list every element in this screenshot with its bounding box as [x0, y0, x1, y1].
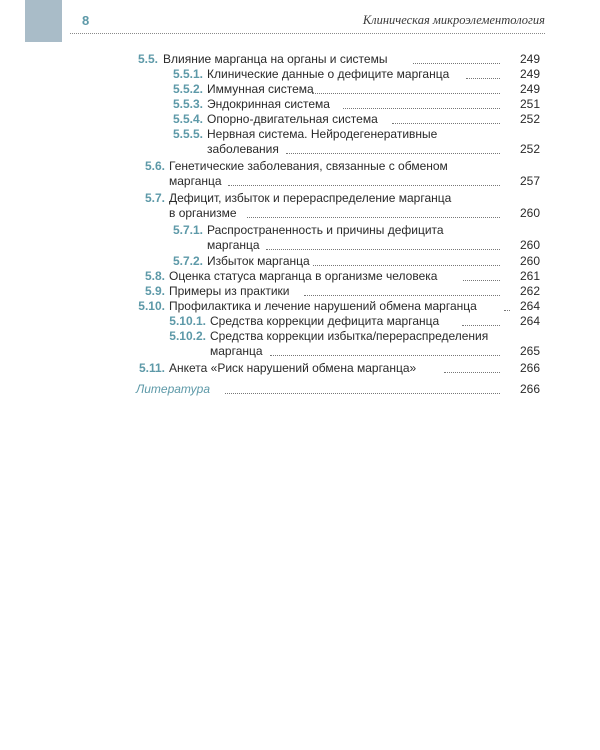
toc-title: Влияние марганца на органы и системы: [163, 52, 388, 66]
toc-entry-5-6[interactable]: [0, 159, 540, 189]
toc-number: 5.9.: [144, 284, 165, 298]
toc-number: 5.7.1.: [172, 223, 203, 237]
toc-leader: [466, 78, 500, 79]
toc-page: 264: [519, 314, 540, 328]
toc-title-continuation: марганца: [169, 174, 222, 188]
toc-leader: [225, 393, 500, 394]
toc-entry-5-10-2[interactable]: [0, 329, 540, 359]
toc-title: Средства коррекции дефицита марганца: [210, 314, 440, 328]
toc-title: Иммунная система: [207, 82, 314, 96]
toc-leader: [343, 108, 500, 109]
toc-entry-5-5[interactable]: [0, 52, 540, 67]
toc-page: 249: [519, 67, 540, 81]
toc-entry-5-7[interactable]: [0, 191, 540, 221]
header-divider: [70, 33, 545, 34]
toc-title: Генетические заболевания, связанные с обменом: [169, 159, 448, 173]
toc-title: Эндокринная система: [207, 97, 330, 111]
toc-page: 261: [519, 269, 540, 283]
toc-leader: [270, 355, 500, 356]
toc-entry-5-8[interactable]: [0, 269, 540, 284]
toc-leader: [247, 217, 500, 218]
toc-page: 252: [519, 112, 540, 126]
toc-number: 5.10.2.: [169, 329, 206, 343]
toc-entry-5-5-5[interactable]: [0, 127, 540, 157]
toc-number: 5.7.2.: [172, 254, 203, 268]
toc-page: 265: [519, 344, 540, 358]
toc-title-continuation: в организме: [169, 206, 237, 220]
toc-entry-5-5-1[interactable]: [0, 67, 540, 82]
toc-number: 5.5.2.: [172, 82, 203, 96]
toc-entry-5-5-4[interactable]: [0, 112, 540, 127]
toc-entry-5-11[interactable]: [0, 361, 540, 376]
toc-leader: [392, 123, 500, 124]
toc-leader: [444, 372, 500, 373]
toc-number: 5.6.: [144, 159, 165, 173]
toc-number: 5.11.: [138, 361, 165, 375]
toc-title: Опорно-двигательная система: [207, 112, 378, 126]
toc-leader: [304, 295, 500, 296]
toc-number: 5.5.: [137, 52, 158, 66]
toc-title-continuation: марганца: [207, 238, 260, 252]
toc-number: 5.5.4.: [172, 112, 203, 126]
running-title: Клиническая микроэлементология: [362, 13, 545, 27]
page-number: 8: [82, 13, 90, 28]
toc-number: 5.10.1.: [169, 314, 206, 328]
toc-entry-5-7-1[interactable]: [0, 223, 540, 253]
toc-title-continuation: марганца: [210, 344, 263, 358]
toc-entry-5-5-3[interactable]: [0, 97, 540, 112]
toc-leader: [413, 63, 500, 64]
toc-title: Клинические данные о дефиците марганца: [207, 67, 450, 81]
toc-page: 249: [519, 52, 540, 66]
toc-page: 257: [519, 174, 540, 188]
toc-title: Средства коррекции избытка/перераспределения: [210, 329, 489, 343]
toc-title: Литература: [136, 382, 210, 396]
toc-entry-5-9[interactable]: [0, 284, 540, 299]
toc-number: 5.10.: [138, 299, 165, 313]
toc-page: 251: [519, 97, 540, 111]
toc-title: Профилактика и лечение нарушений обмена марганца: [169, 299, 477, 313]
toc-title-continuation: заболевания: [207, 142, 279, 156]
toc-title: Избыток марганца: [207, 254, 310, 268]
toc-entry-5-7-2[interactable]: [0, 254, 540, 269]
toc-leader: [312, 93, 500, 94]
toc-entry-5-10[interactable]: [0, 299, 540, 314]
toc-page: 249: [519, 82, 540, 96]
toc-title: Нервная система. Нейродегенеративные: [207, 127, 438, 141]
toc-entry-5-5-2[interactable]: [0, 82, 540, 97]
toc-page: 266: [519, 382, 540, 396]
toc-title: Примеры из практики: [169, 284, 290, 298]
toc-number: 5.5.1.: [172, 67, 203, 81]
toc-leader: [228, 185, 500, 186]
toc-entry-literature[interactable]: [0, 382, 540, 397]
toc-page: 266: [519, 361, 540, 375]
toc-page: 260: [519, 206, 540, 220]
toc-title: Анкета «Риск нарушений обмена марганца»: [169, 361, 417, 375]
toc-title: Оценка статуса марганца в организме человека: [169, 269, 438, 283]
toc-page: 260: [519, 238, 540, 252]
toc-title: Распространенность и причины дефицита: [207, 223, 444, 237]
toc-leader: [462, 325, 500, 326]
toc-leader: [463, 280, 500, 281]
toc-number: 5.5.3.: [172, 97, 203, 111]
toc-entry-5-10-1[interactable]: [0, 314, 540, 329]
toc-leader: [313, 265, 500, 266]
header-side-bar: [25, 0, 62, 42]
toc-leader: [286, 153, 500, 154]
toc-title: Дефицит, избыток и перераспределение марганца: [169, 191, 452, 205]
toc-number: 5.5.5.: [172, 127, 203, 141]
toc-number: 5.8.: [144, 269, 165, 283]
toc-leader: [266, 249, 500, 250]
toc-page: 262: [519, 284, 540, 298]
toc-page: 260: [519, 254, 540, 268]
toc-page: 264: [519, 299, 540, 313]
toc-number: 5.7.: [144, 191, 165, 205]
toc-page: 252: [519, 142, 540, 156]
